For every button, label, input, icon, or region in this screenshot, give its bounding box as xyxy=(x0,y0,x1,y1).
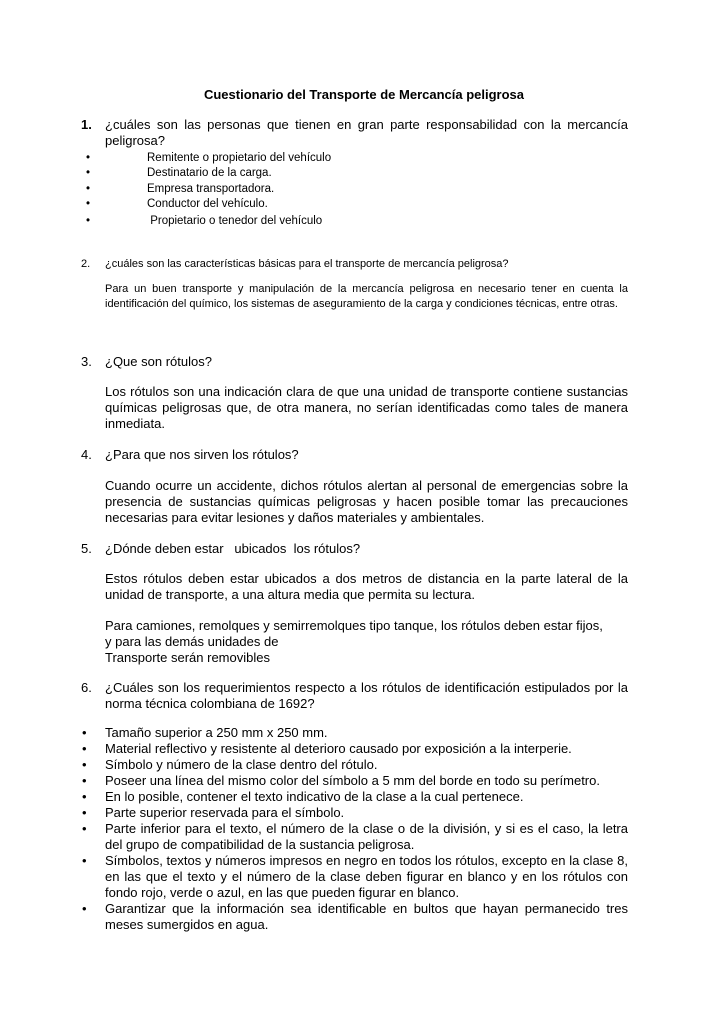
question-number: 4. xyxy=(81,447,92,462)
list-item: • Material reflectivo y resistente al deterioro causado por exposición a la interperie. xyxy=(82,741,572,756)
bullet-icon: • xyxy=(82,757,87,772)
list-item: • Parte inferior para el texto, el número de la clase o de la división, y si es el caso, la letra del grupo de compatibilidad de la sustancia peligrosa. xyxy=(82,821,628,852)
question-number: 2. xyxy=(81,258,91,270)
list-item: • En lo posible, contener el texto indicativo de la clase a la cual pertenece. xyxy=(82,789,524,804)
question-3 xyxy=(81,354,628,370)
question-1 xyxy=(81,117,628,149)
page-title: Cuestionario del Transporte de Mercancía peligrosa xyxy=(203,87,525,102)
list-item: • Tamaño superior a 250 mm x 250 mm. xyxy=(82,725,328,740)
bullet-icon: • xyxy=(82,853,87,868)
question-text: ¿Que son rótulos? xyxy=(105,354,212,369)
list-item: • Símbolos, textos y números impresos en negro en todos los rótulos, excepto en la clase 8, en las que el texto y el número de la clase deben figurar en blanco y en los rótulos con fondo rojo, verde o azul, en las que pueden figurar en blanco. xyxy=(82,853,628,900)
question-text: ¿Dónde deben estar ubicados los rótulos? xyxy=(105,541,361,556)
bullet-icon: • xyxy=(82,773,87,788)
answer-5-location: Estos rótulos deben estar ubicados a dos metros de distancia en la parte lateral de la unidad de transporte, a una altura media que permita su lectura. xyxy=(105,571,628,602)
list-item: • Conductor del vehículo. xyxy=(81,197,381,212)
bullet-icon: • xyxy=(86,152,91,164)
bullet-icon: • xyxy=(82,821,87,836)
list-item: • Garantizar que la información sea identificable en bultos que hayan permanecido tres meses sumergidos en agua. xyxy=(82,901,628,932)
answer-3: Los rótulos son una indicación clara de que una unidad de transporte contiene sustancias químicas peligrosas que, de otra manera, no serían identificadas como tales de manera inmediata. xyxy=(105,384,628,431)
question-number: 6. xyxy=(81,680,92,695)
bullet-icon: • xyxy=(86,215,91,228)
question-2 xyxy=(81,257,628,272)
list-item: • Símbolo y número de la clase dentro del rótulo. xyxy=(82,757,378,772)
list-item: • Empresa transportadora. xyxy=(81,182,381,197)
bullet-icon: • xyxy=(82,725,87,740)
question-text: ¿cuáles son las características básicas para el transporte de mercancía peligrosa? xyxy=(105,258,509,270)
list-item: • Destinatario de la carga. xyxy=(81,166,381,181)
answer-4: Cuando ocurre un accidente, dichos rótulos alertan al personal de emergencias sobre la presencia de sustancias químicas peligrosas y hacen posible tomar las precauciones necesarias para evitar lesiones y daños materiales y ambientales. xyxy=(105,478,628,525)
question-4 xyxy=(81,447,628,463)
question-5 xyxy=(81,541,628,557)
bullet-icon: • xyxy=(82,789,87,804)
question-6 xyxy=(81,680,628,712)
question-number: 1. xyxy=(81,117,92,132)
list-item: • Propietario o tenedor del vehículo xyxy=(81,214,381,229)
bullet-icon: • xyxy=(82,805,87,820)
question-text: ¿cuáles son las personas que tienen en gran parte responsabilidad con la mercancía peligrosa? xyxy=(105,117,628,148)
bullet-icon: • xyxy=(82,901,87,916)
question-number: 3. xyxy=(81,354,92,369)
list-item: • Parte superior reservada para el símbolo. xyxy=(82,805,345,820)
question-number: 5. xyxy=(81,541,92,556)
answer-5-vehicles: Para camiones, remolques y semirremolques tipo tanque, los rótulos deben estar fijos, y para las demás unidades de Transporte serán removibles xyxy=(105,618,603,665)
requirements-list xyxy=(81,725,628,933)
bullet-icon: • xyxy=(86,167,91,180)
answer-2: Para un buen transporte y manipulación de la mercancía peligrosa en necesario tener en cuenta la identificación del químico, los sistemas de aseguramiento de la carga y condiciones técnicas, entre otras. xyxy=(105,283,628,310)
question-text: ¿Para que nos sirven los rótulos? xyxy=(105,447,299,462)
responsible-parties-list xyxy=(81,151,381,229)
list-item: • Poseer una línea del mismo color del símbolo a 5 mm del borde en todo su perímetro. xyxy=(82,773,600,788)
bullet-icon: • xyxy=(82,741,87,756)
list-item: • Remitente o propietario del vehículo xyxy=(81,151,381,166)
bullet-icon: • xyxy=(86,182,91,195)
bullet-icon: • xyxy=(86,197,91,210)
question-text: ¿Cuáles son los requerimientos respecto a los rótulos de identificación estipulados por la norma técnica colombiana de 1692? xyxy=(105,680,628,711)
